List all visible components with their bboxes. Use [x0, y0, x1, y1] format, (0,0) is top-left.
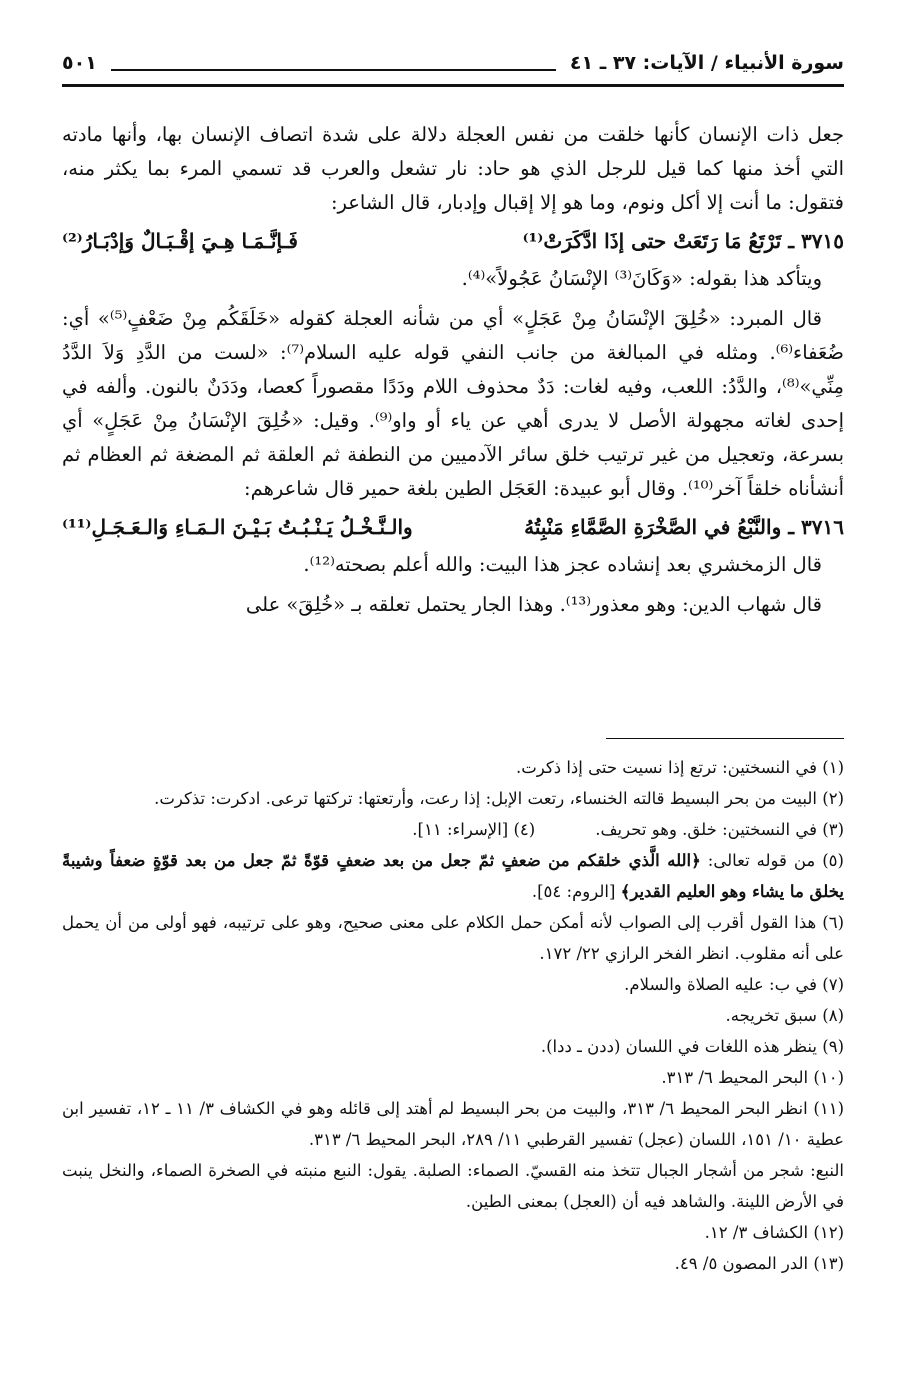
- footnote-5-label: (٥) من قوله تعالى:: [700, 851, 844, 870]
- header-rule: [62, 84, 844, 87]
- verse-3716-second-hemistich: والـنَّـخْـلُ يَـنْـبُـتُ بَـيْـنَ الـمَـاءِ وَالـعَـجَـلِ⁽¹¹⁾: [62, 515, 413, 539]
- verse-3716: [62, 508, 844, 546]
- footnote-row-3-4: [62, 814, 844, 845]
- verse-3715-first-hemistich: ٣٧١٥ ـ تَرْتَعُ مَا رَتَعَتْ حتى إذَا ادَّكَرَتْ⁽¹⁾: [522, 229, 844, 253]
- running-head: [62, 44, 844, 82]
- footnotes: [62, 752, 844, 1279]
- footnote-8: (٨) سبق تخريجه.: [725, 1006, 844, 1025]
- page: [62, 0, 844, 1375]
- footnote-11-gloss: النبع: شجر من أشجار الجبال تتخذ منه القسيّ. الصماء: الصلبة. يقول: النبع منبته في الصخرة الصماء، والنخل ينبت في الأرض اللينة. والشاهد فيه أن (العجل) بمعنى الطين.: [62, 1161, 844, 1211]
- footnote-2: (٢) البيت من بحر البسيط قالته الخنساء، رتعت الإبل: إذا رعت، وأرتعتها: تركتها ترعى. ادكرت: تذكرت.: [154, 789, 844, 808]
- paragraph-3: قال المبرد: «خُلِقَ الإنْسَانُ مِنْ عَجَلٍ» أي من شأنه العجلة كقوله «خَلَقَكُم مِنْ ضَعْفٍ⁽⁵⁾» أي: ضُعَفاء⁽⁶⁾. ومثله في المبالغة من جانب النفي قوله عليه السلام⁽⁷⁾: «لست من الدَّدِ وَلاَ الدَّدُ مِنِّي»⁽⁸⁾، والدَّدُ: اللعب، وفيه لغات: دَدٌ محذوف اللام ودَدًا مقصوراً كعصا، ودَدَنٌ بالنون. وألفه في إحدى لغاته مجهولة الأصل لا يدرى أهي عن ياء أو واو⁽⁹⁾. وقيل: «خُلِقَ الإنْسَانُ مِنْ عَجَلٍ» أي بسرعة، وتعجيل من غير ترتيب خلق سائر الآدميين من النطفة ثم العلقة ثم المضغة ثم العظام ثم أنشأناه خلقاً آخر⁽¹⁰⁾. وقال أبو عبيدة: العَجَل الطين بلغة حمير قال شاعرهم:: [62, 307, 845, 500]
- footnote-10: (١٠) البحر المحيط ٦/ ٣١٣.: [661, 1068, 844, 1087]
- verse-3716-first-hemistich: ٣٧١٦ ـ والنَّبْعُ في الصَّخْرَةِ الصَّمَّاءِ مَنْبِتُهُ: [524, 515, 844, 539]
- footnote-1: (١) في النسختين: ترتع إذا نسيت حتى إذا ذكرت.: [516, 758, 844, 777]
- paragraph-5: قال شهاب الدين: وهو معذور⁽¹³⁾. وهذا الجار يحتمل تعلقه بـ «خُلِقَ» على: [245, 593, 822, 616]
- footnote-5-reference: [الروم: ٥٤].: [531, 882, 621, 901]
- verse-3715: [62, 222, 844, 260]
- footnote-4: (٤) [الإسراء: ١١].: [412, 820, 536, 839]
- footnote-11: (١١) انظر البحر المحيط ٦/ ٣١٣، والبيت من بحر البسيط لم أهتد إلى قائله وهو في الكشاف ٣/ ١١ ـ ١٢، تفسير ابن عطية ١٠/ ١٥١، اللسان (عجل) تفسير القرطبي ١١/ ٢٨٩، البحر المحيط ٦/ ٣١٣.: [62, 1099, 844, 1149]
- paragraph-2: ويتأكد هذا بقوله: «وَكَانَ⁽³⁾ الإنْسَانُ عَجُولاً»⁽⁴⁾.: [461, 267, 822, 290]
- page-number: ٥٠١: [62, 52, 97, 74]
- footnote-6: (٦) هذا القول أقرب إلى الصواب لأنه أمكن حمل الكلام على معنى صحيح، وهو على ترتيبه، فهو أولى من أن يحمل على أنه مقلوب. انظر الفخر الرازي ٢٢/ ١٧٢.: [62, 913, 844, 963]
- footnote-5-quran-quote: ﴿الله الَّذي خلقكم من ضعفٍ ثمّ جعل من بعد ضعفٍ قوّةً ثمّ جعل من بعد قوّةٍ ضعفاً وشيبةً يخلق ما يشاء وهو العليم القدير﴾: [62, 851, 844, 901]
- footnote-5: [62, 845, 844, 907]
- footnote-9: (٩) ينظر هذه اللغات في اللسان (ددن ـ ددا).: [540, 1037, 844, 1056]
- paragraph-4: قال الزمخشري بعد إنشاده عجز هذا البيت: والله أعلم بصحته⁽¹²⁾.: [303, 553, 822, 576]
- footnote-12: (١٢) الكشاف ٣/ ١٢.: [704, 1223, 844, 1242]
- footnote-divider: [606, 738, 844, 739]
- header-rule-fill: [111, 55, 556, 71]
- footnote-3: (٣) في النسختين: خلق. وهو تحريف.: [595, 820, 844, 839]
- verse-3715-second-hemistich: فَـإنَّـمَـا هِـيَ إقْـبَـالٌ وَإدْبَـارُ⁽²⁾: [62, 229, 298, 253]
- surah-title: سورة الأنبياء / الآيات: ٣٧ ـ ٤١: [569, 52, 844, 74]
- footnote-7: (٧) في ب: عليه الصلاة والسلام.: [624, 975, 844, 994]
- footnote-13: (١٣) الدر المصون ٥/ ٤٩.: [674, 1254, 844, 1273]
- main-text: [62, 118, 844, 622]
- paragraph-1: جعل ذات الإنسان كأنها خلقت من نفس العجلة دلالة على شدة اتصاف الإنسان بها، وأنها مادته التي أخذ منها كما قيل للرجل الذي هو حاد: نار تشعل والعرب قد تسمي المرء بما يكثر منه، فتقول: ما أنت إلا أكل ونوم، وما هو إلا إقبال وإدبار، قال الشاعر:: [62, 123, 844, 214]
